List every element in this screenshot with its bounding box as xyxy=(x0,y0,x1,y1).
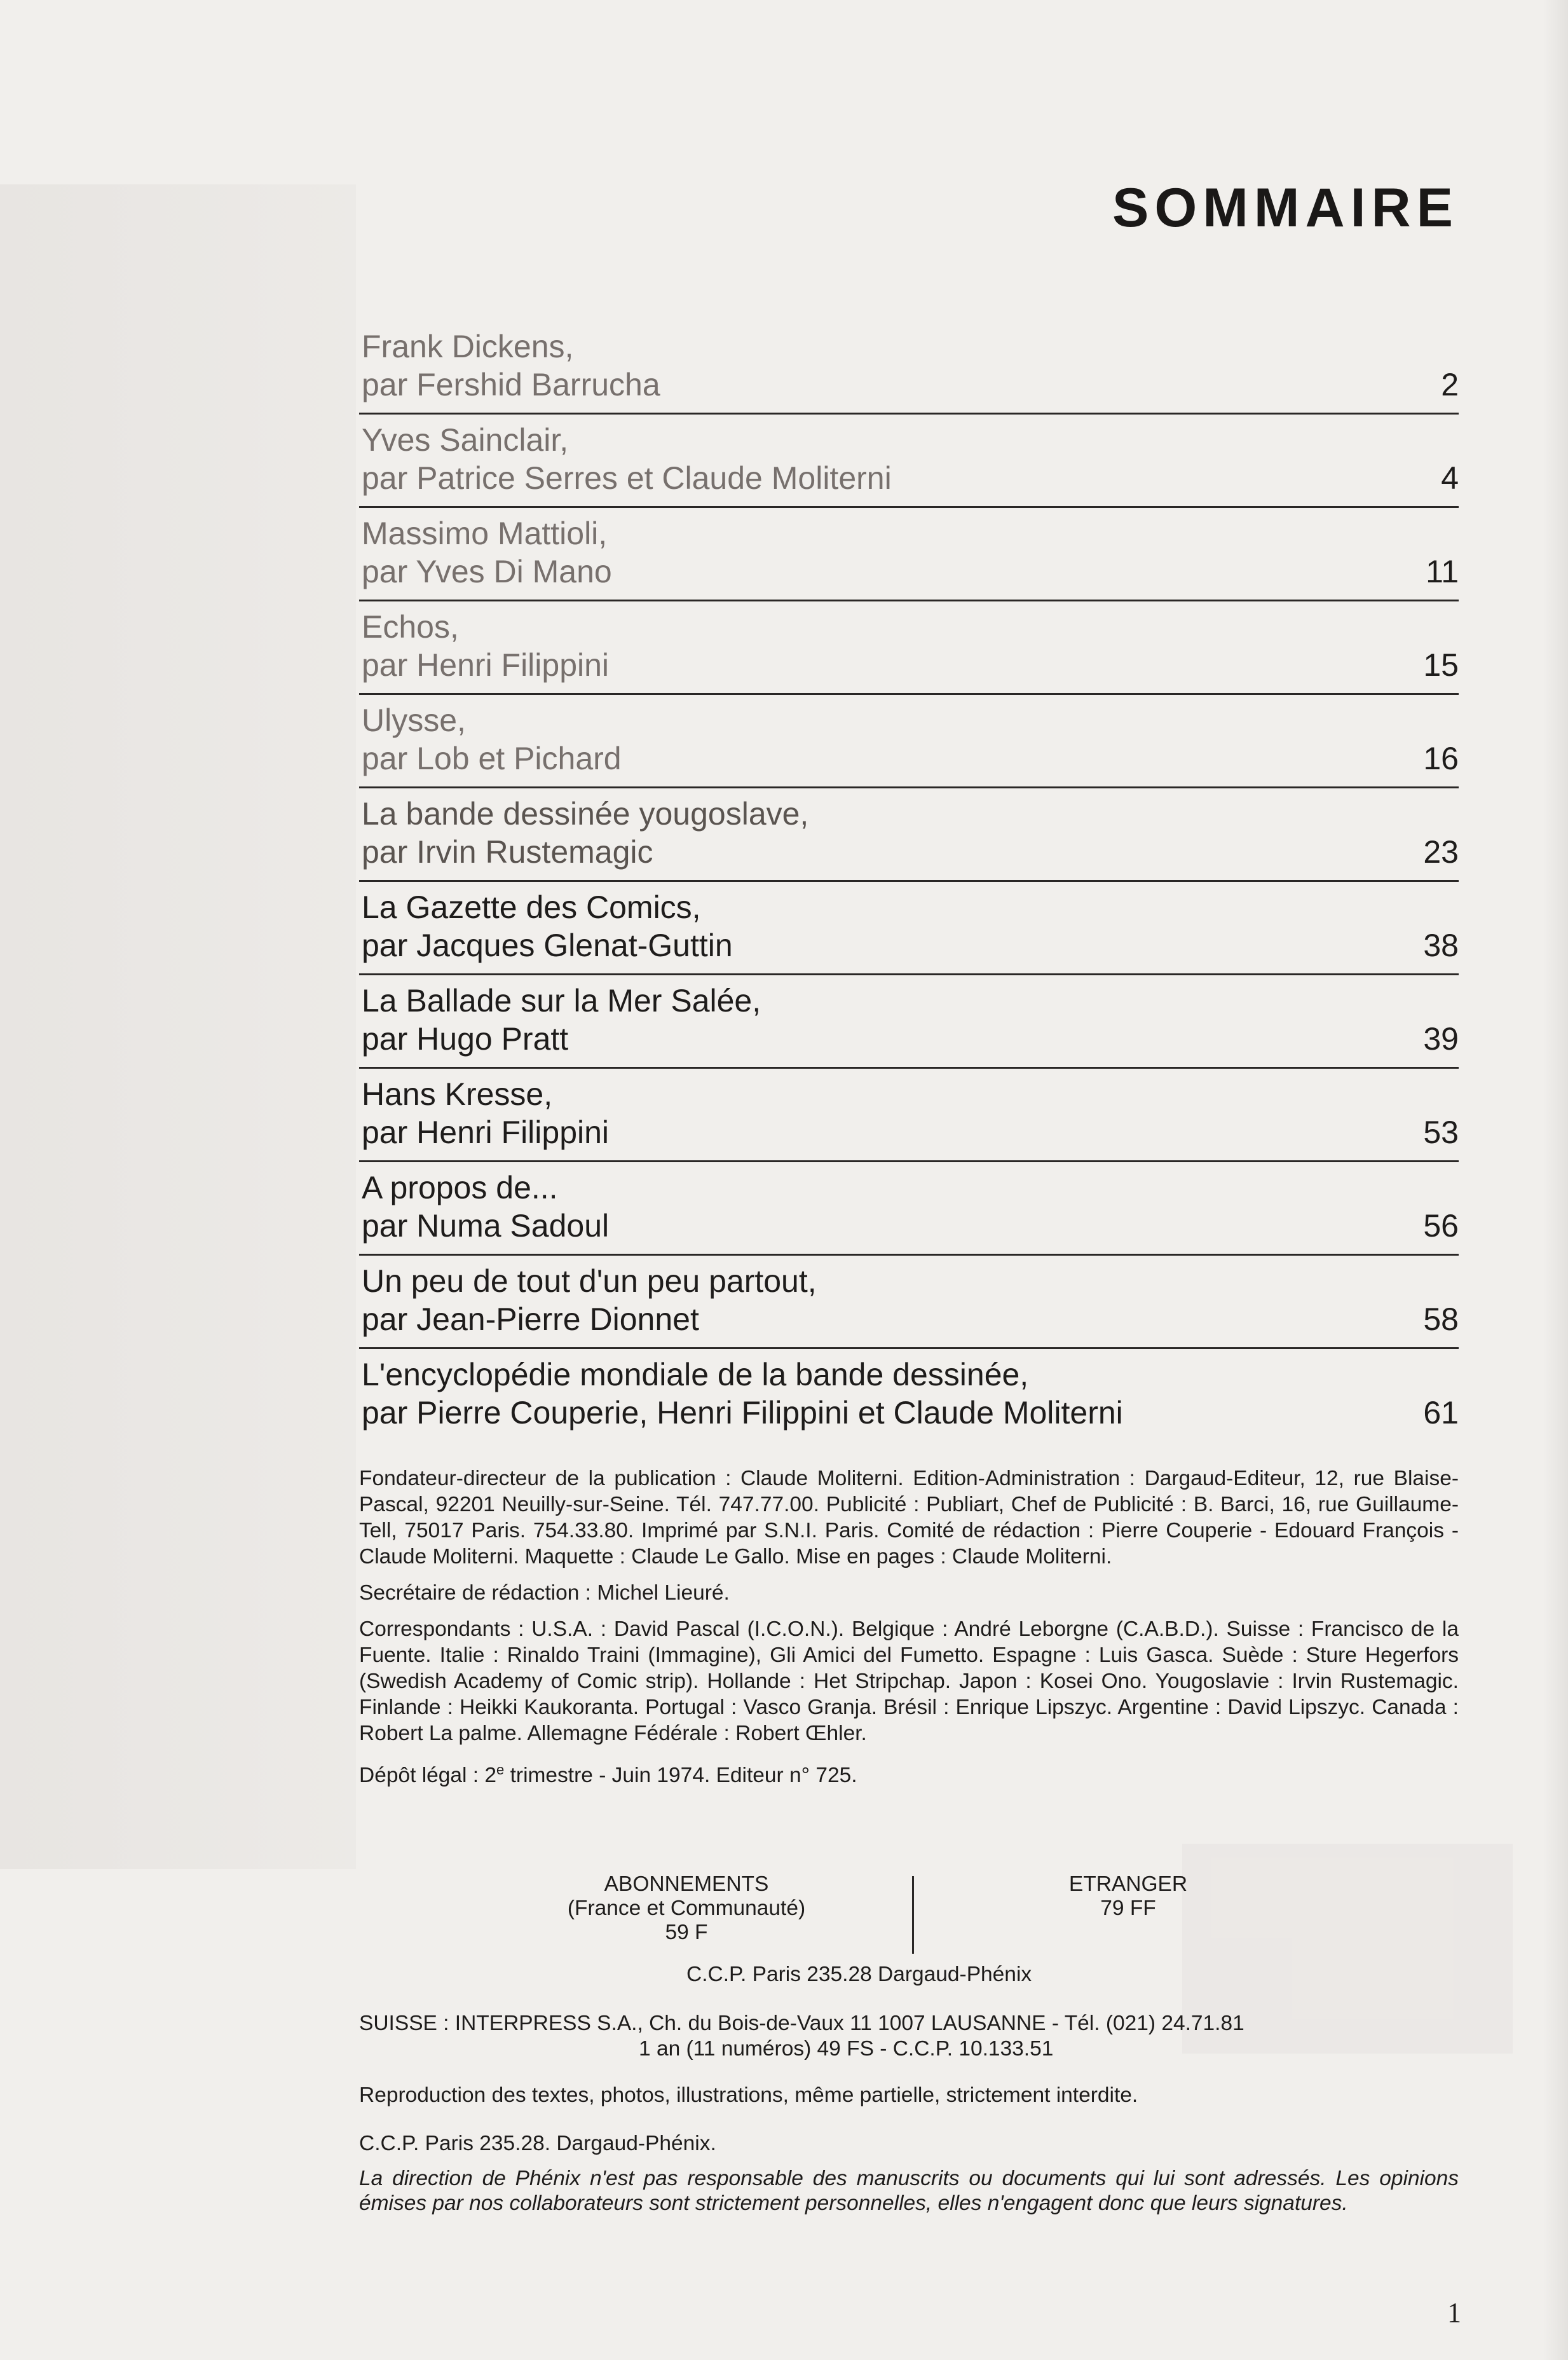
toc-entry-author: par Fershid Barrucha xyxy=(362,367,660,402)
toc-entry-page: 61 xyxy=(1423,1395,1459,1430)
toc-entry-title: Echos, xyxy=(362,609,459,645)
toc-entry-page: 2 xyxy=(1441,367,1459,402)
page-number: 1 xyxy=(1447,2297,1461,2328)
page-title: SOMMAIRE xyxy=(1112,177,1459,238)
toc-entry-author: par Jean-Pierre Dionnet xyxy=(362,1301,699,1337)
toc-entry-author: par Jacques Glenat-Guttin xyxy=(362,928,733,963)
subscriptions-divider xyxy=(912,1876,914,1954)
toc-entry[interactable] xyxy=(359,508,1459,601)
toc-entry-page: 11 xyxy=(1426,554,1459,589)
toc-entry-title: La bande dessinée yougoslave, xyxy=(362,796,809,832)
toc-entry-title: Yves Sainclair, xyxy=(362,422,569,458)
toc-entry-author: par Hugo Pratt xyxy=(362,1021,569,1057)
toc-entry-title: Hans Kresse, xyxy=(362,1076,553,1112)
legal-deposit-suffix: trimestre - Juin 1974. Editeur n° 725. xyxy=(504,1764,857,1788)
toc-entry-author: par Henri Filippini xyxy=(362,647,610,683)
swiss-address: SUISSE : INTERPRESS S.A., Ch. du Bois-de-Vaux 11 1007 LAUSANNE - Tél. (021) 24.71.81 xyxy=(359,2012,1244,2035)
toc-entry-title: Un peu de tout d'un peu partout, xyxy=(362,1263,817,1299)
foreign-heading: ETRANGER xyxy=(1068,1872,1188,1896)
editorial-secretary: Secrétaire de rédaction : Michel Lieuré. xyxy=(359,1581,730,1605)
toc-entry-page: 16 xyxy=(1423,741,1459,776)
editorial-disclaimer: La direction de Phénix n'est pas responsable des manuscrits ou documents qui lui sont adressés. Les opinions émises par nos collaborateurs sont strictement personnelles, elles n'engagent donc que leurs signatures. xyxy=(359,2167,1459,2215)
toc-entry-title: La Ballade sur la Mer Salée, xyxy=(362,983,761,1019)
toc-entry[interactable] xyxy=(359,321,1459,415)
show-through-shadow xyxy=(0,184,356,1869)
reproduction-notice: Reproduction des textes, photos, illustrations, même partielle, strictement interdite. xyxy=(359,2083,1138,2107)
toc-entry[interactable] xyxy=(359,882,1459,975)
toc-entry-title: La Gazette des Comics, xyxy=(362,889,701,925)
toc-entry[interactable] xyxy=(359,975,1459,1069)
toc-entry[interactable] xyxy=(359,1256,1459,1349)
legal-deposit-superscript: e xyxy=(496,1762,505,1778)
toc-entry[interactable] xyxy=(359,415,1459,508)
subscriptions-foreign xyxy=(1046,1872,1211,1921)
toc-entry-author: par Pierre Couperie, Henri Filippini et Claude Moliterni xyxy=(362,1395,1123,1430)
toc-entry[interactable] xyxy=(359,1349,1459,1443)
toc-entry[interactable] xyxy=(359,1162,1459,1256)
correspondents-list: Correspondants : U.S.A. : David Pascal (I.C.O.N.). Belgique : André Leborgne (C.A.B.D.). Suisse : Francisco de la Fuente. Italie : Rinaldo Traini (Immagine), Gli Amici del Fumetto. Espagne : Luis Gasca. Suède : Sture Hegerfors (Swedish Academy of Comic strip). Hollande : Het Stripchap. Japon : Kosei Ono. Yougoslavie : Irvin Rustemagic. Finlande : Heikki Kaukoranta. Portugal : Vasco Granja. Brésil : Enrique Lipszyc. Argentine : David Lipszyc. Canada : Robert La palme. Allemagne Fédérale : Robert Œhler. xyxy=(359,1617,1459,1745)
toc-entry-title: L'encyclopédie mondiale de la bande dessinée, xyxy=(362,1357,1029,1392)
legal-deposit xyxy=(359,1757,1459,1788)
subscriptions-block xyxy=(359,1872,1459,1968)
toc-entry-page: 56 xyxy=(1423,1208,1459,1244)
toc-entry-page: 38 xyxy=(1423,928,1459,963)
swiss-distribution xyxy=(359,2011,1459,2062)
ccp-account: C.C.P. Paris 235.28. Dargaud-Phénix. xyxy=(359,2132,716,2155)
publication-credits: Fondateur-directeur de la publication : Claude Moliterni. Edition-Administration : Dargaud-Editeur, 12, rue Blaise-Pascal, 92201 Neuilly-sur-Seine. Tél. 747.77.00. Publicité : Publiart, Chef de Publicité : B. Barci, 16, rue Guillaume-Tell, 75017 Paris. 754.33.80. Imprimé par S.N.I. Paris. Comité de rédaction : Pierre Couperie - Edouard François - Claude Moliterni. Maquette : Claude Le Gallo. Mise en pages : Claude Moliterni. xyxy=(359,1467,1459,1568)
toc-entry-author: par Irvin Rustemagic xyxy=(362,834,653,870)
toc-entry-author: par Yves Di Mano xyxy=(362,554,612,589)
toc-entry-title: A propos de... xyxy=(362,1170,558,1205)
subscriptions-heading: ABONNEMENTS xyxy=(604,1872,769,1896)
toc-entry[interactable] xyxy=(359,1069,1459,1162)
subscriptions-region: (France et Communauté) xyxy=(567,1897,806,1920)
toc-entry-author: par Patrice Serres et Claude Moliterni xyxy=(362,460,892,496)
masthead-credits xyxy=(359,1465,1459,1799)
toc-entry-author: par Henri Filippini xyxy=(362,1115,610,1150)
subscriptions-france xyxy=(537,1872,836,1945)
toc-entry-title: Massimo Mattioli, xyxy=(362,516,608,551)
toc-entry[interactable] xyxy=(359,695,1459,788)
toc-entry-page: 15 xyxy=(1423,647,1459,683)
legal-deposit-prefix: Dépôt légal : 2 xyxy=(359,1764,497,1788)
swiss-subscription: 1 an (11 numéros) 49 FS - C.C.P. 10.133.51 xyxy=(639,2037,1054,2061)
toc-entry[interactable] xyxy=(359,601,1459,695)
subscriptions-ccp: C.C.P. Paris 235.28 Dargaud-Phénix xyxy=(686,1963,1032,1986)
foreign-price: 79 FF xyxy=(1100,1897,1156,1920)
toc-entry-page: 58 xyxy=(1423,1301,1459,1337)
subscriptions-price: 59 F xyxy=(665,1921,708,1944)
toc-entry-page: 39 xyxy=(1423,1021,1459,1057)
table-of-contents xyxy=(359,321,1459,1443)
page-edge-shadow xyxy=(1543,0,1568,2360)
toc-entry-title: Ulysse, xyxy=(362,703,466,738)
toc-entry-author: par Lob et Pichard xyxy=(362,741,622,776)
toc-entry-page: 4 xyxy=(1441,460,1459,496)
toc-entry-title: Frank Dickens, xyxy=(362,329,574,364)
toc-entry-page: 53 xyxy=(1423,1115,1459,1150)
toc-entry-author: par Numa Sadoul xyxy=(362,1208,610,1244)
toc-entry-page: 23 xyxy=(1423,834,1459,870)
toc-entry[interactable] xyxy=(359,788,1459,882)
